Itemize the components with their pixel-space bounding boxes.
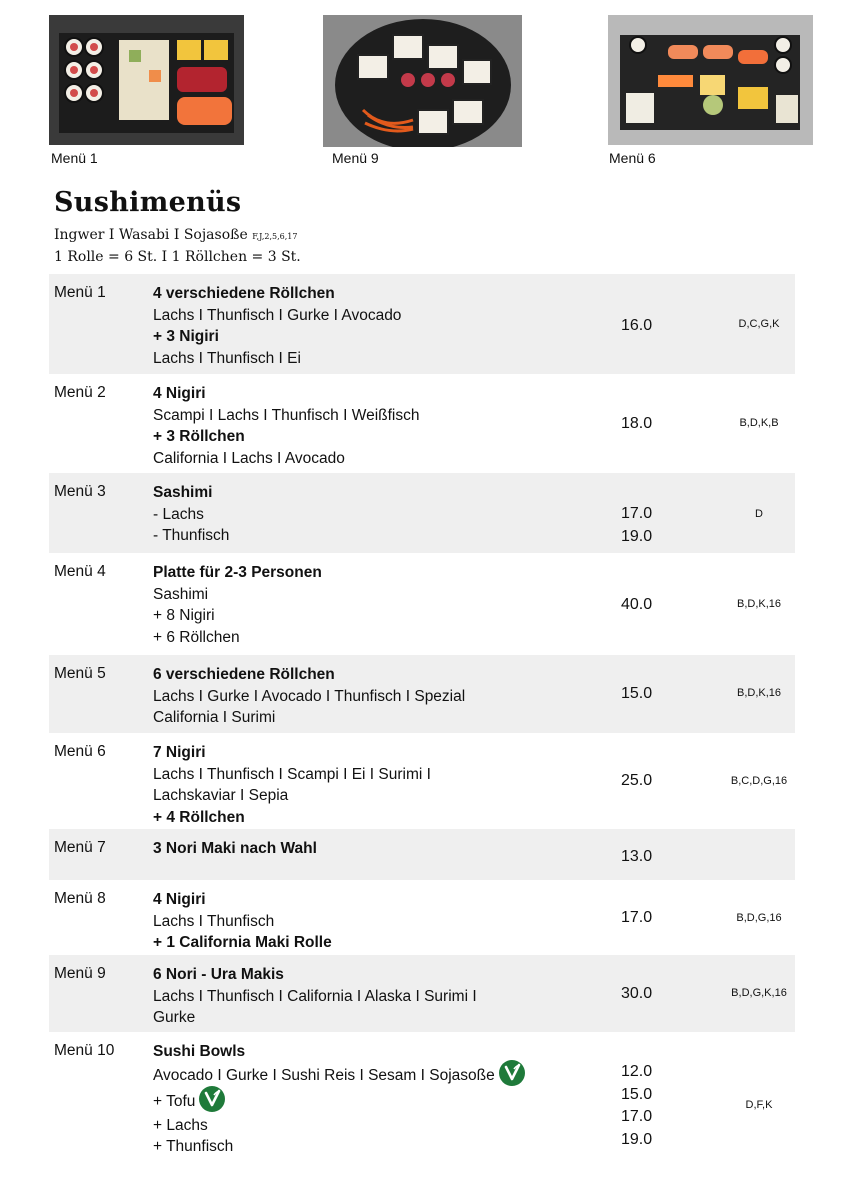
menu-row — [49, 374, 795, 473]
photo-menu-1 — [49, 15, 244, 145]
condiments-allergens: F,J,2,5,6,17 — [252, 232, 298, 241]
menu-item-heading — [153, 482, 583, 504]
menu-number: Menü 3 — [54, 483, 106, 500]
allergen-codes: D,C,G,K — [738, 318, 780, 330]
menu-item-heading — [153, 283, 583, 305]
menu-description — [153, 664, 583, 729]
menu-prices — [621, 907, 652, 930]
menu-item-line — [153, 911, 583, 933]
menu-row — [49, 274, 795, 374]
menu-row — [49, 1032, 795, 1162]
menu-description — [153, 742, 583, 828]
menu-line-text: Lachskaviar I Sepia — [153, 787, 289, 804]
sushi-photo-1 — [49, 15, 244, 145]
menu-row — [49, 829, 795, 880]
menu-item-heading — [153, 964, 583, 986]
menu-line-text: Gurke — [153, 1009, 196, 1026]
menu-item-line — [153, 686, 583, 708]
menu-number: Menü 2 — [54, 384, 106, 401]
price: 17.0 — [621, 505, 653, 522]
allergen-codes: B,D,K,16 — [736, 598, 782, 610]
photo-label-menu-1: Menü 1 — [51, 150, 98, 166]
menu-item-line — [153, 707, 583, 729]
vegan-leaf-icon — [199, 1086, 225, 1112]
allergen-codes: B,D,G,K,16 — [731, 987, 787, 999]
photo-label-menu-6: Menü 6 — [609, 150, 656, 166]
menu-item-line — [153, 1089, 583, 1115]
price: 19.0 — [621, 1130, 653, 1148]
menu-number: Menü 10 — [54, 1042, 115, 1059]
sushi-photo-6 — [608, 15, 813, 145]
menu-item-line — [153, 405, 583, 427]
menu-prices — [621, 503, 652, 548]
menu-number: Menü 7 — [54, 839, 106, 856]
menu-row — [49, 955, 795, 1032]
vegan-leaf-icon — [499, 1060, 525, 1086]
menu-line-text: Avocado I Gurke I Sushi Reis I Sesam I Sojasoße — [153, 1066, 495, 1084]
menu-line-text: 6 verschiedene Röllchen — [153, 666, 335, 683]
menu-line-text: Lachs I Thunfisch I Gurke I Avocado — [153, 306, 402, 324]
menu-line-text: California I Surimi — [153, 709, 276, 726]
price: 13.0 — [621, 848, 653, 865]
menu-item-heading — [153, 326, 583, 348]
price: 30.0 — [621, 985, 653, 1002]
menu-prices — [621, 413, 652, 436]
menu-line-text: - Thunfisch — [153, 527, 230, 544]
menu-row — [49, 655, 795, 733]
menu-line-text: 4 verschiedene Röllchen — [153, 285, 335, 302]
price: 19.0 — [621, 527, 653, 545]
condiments-text: Ingwer I Wasabi I Sojasoße — [54, 227, 248, 243]
menu-prices — [621, 315, 652, 338]
menu-description — [153, 964, 583, 1029]
menu-line-text: 4 Nigiri — [153, 385, 206, 402]
menu-line-text: Platte für 2-3 Personen — [153, 564, 322, 581]
menu-row — [49, 733, 795, 829]
allergen-codes: D,F,K — [745, 1099, 773, 1111]
menu-item-line — [153, 785, 583, 807]
menu-prices — [621, 770, 652, 793]
menu-item-line — [153, 1115, 583, 1137]
menu-prices — [621, 983, 652, 1006]
menu-item-line — [153, 764, 583, 786]
menu-item-heading — [153, 664, 583, 686]
price: 18.0 — [621, 415, 653, 432]
menu-line-text: Lachs I Thunfisch I California I Alaska I Surimi I — [153, 987, 477, 1005]
portion-info: 1 Rolle = 6 St. I 1 Röllchen = 3 St. — [54, 249, 301, 265]
menu-line-text: 4 Nigiri — [153, 891, 206, 908]
allergen-codes: D — [755, 508, 763, 520]
menu-prices — [621, 846, 652, 869]
menu-number: Menü 8 — [54, 890, 106, 907]
menu-line-text: + 8 Nigiri — [153, 607, 215, 624]
menu-item-heading — [153, 838, 583, 860]
price: 15.0 — [621, 685, 653, 702]
menu-prices — [621, 683, 652, 706]
menu-description — [153, 562, 583, 648]
menu-line-text: Scampi I Lachs I Thunfisch I Weißfisch — [153, 406, 420, 424]
menu-line-text: 3 Nori Maki nach Wahl — [153, 840, 317, 857]
menu-line-text: + 4 Röllchen — [153, 808, 245, 826]
photo-menu-6 — [608, 15, 813, 145]
menu-description — [153, 383, 583, 469]
menu-line-text: Lachs I Gurke I Avocado I Thunfisch I Spezial — [153, 687, 466, 705]
photo-menu-9 — [323, 15, 522, 147]
menu-item-heading — [153, 426, 583, 448]
menu-line-text: 7 Nigiri — [153, 744, 206, 761]
menu-line-text: + 3 Röllchen — [153, 428, 245, 445]
menu-row — [49, 880, 795, 955]
allergen-codes: B,D,G,16 — [736, 912, 782, 924]
menu-prices — [621, 594, 652, 617]
menu-item-line — [153, 525, 583, 547]
price: 15.0 — [621, 1085, 653, 1103]
menu-item-line — [153, 1136, 583, 1158]
menu-item-line — [153, 584, 583, 606]
menu-description — [153, 482, 583, 547]
price: 40.0 — [621, 596, 653, 613]
page-title: Sushimenüs — [54, 187, 242, 218]
menu-line-text: + Lachs — [153, 1116, 208, 1134]
condiments-line — [54, 227, 297, 243]
menu-item-heading — [153, 383, 583, 405]
allergen-codes: B,D,K,B — [739, 417, 779, 429]
menu-line-text: Sushi Bowls — [153, 1043, 246, 1060]
menu-item-line — [153, 627, 583, 649]
allergen-codes: B,C,D,G,16 — [730, 775, 788, 787]
menu-row — [49, 553, 795, 655]
menu-line-text: Lachs I Thunfisch I Ei — [153, 349, 301, 367]
menu-item-heading — [153, 562, 583, 584]
menu-line-text: Lachs I Thunfisch — [153, 912, 275, 930]
price: 17.0 — [621, 1108, 653, 1125]
menu-line-text: Sashimi — [153, 585, 209, 603]
menu-number: Menü 6 — [54, 743, 106, 760]
menu-line-text: Lachs I Thunfisch I Scampi I Ei I Surimi I — [153, 765, 431, 783]
menu-item-heading — [153, 807, 583, 829]
menu-item-line — [153, 348, 583, 370]
menu-item-line — [153, 305, 583, 327]
menu-description — [153, 283, 583, 369]
menu-item-line — [153, 448, 583, 470]
menu-description — [153, 1041, 583, 1158]
menu-row — [49, 473, 795, 553]
menu-line-text: California I Lachs I Avocado — [153, 449, 345, 467]
menu-line-text: + 1 California Maki Rolle — [153, 934, 332, 951]
menu-prices — [621, 1061, 652, 1151]
menu-item-line — [153, 986, 583, 1008]
menu-line-text: Sashimi — [153, 484, 213, 501]
menu-item-line — [153, 504, 583, 526]
menu-line-text: + 3 Nigiri — [153, 328, 219, 345]
menu-line-text: - Lachs — [153, 505, 204, 523]
photo-label-menu-9: Menü 9 — [332, 150, 379, 166]
menu-item-heading — [153, 889, 583, 911]
menu-line-text: + Tofu — [153, 1092, 196, 1110]
menu-number: Menü 4 — [54, 563, 106, 580]
menu-description — [153, 838, 583, 860]
menu-item-line — [153, 605, 583, 627]
price: 17.0 — [621, 909, 653, 926]
menu-number: Menü 1 — [54, 284, 106, 301]
price: 16.0 — [621, 317, 653, 334]
allergen-codes: B,D,K,16 — [736, 687, 782, 699]
menu-description — [153, 889, 583, 954]
menu-line-text: + Thunfisch — [153, 1138, 234, 1155]
price: 12.0 — [621, 1063, 653, 1080]
price: 25.0 — [621, 772, 653, 789]
sushi-photo-9 — [323, 15, 522, 147]
menu-line-text: 6 Nori - Ura Makis — [153, 966, 284, 983]
menu-number: Menü 5 — [54, 665, 106, 682]
menu-item-line — [153, 1007, 583, 1029]
menu-item-heading — [153, 742, 583, 764]
menu-item-heading — [153, 932, 583, 954]
menu-line-text: + 6 Röllchen — [153, 628, 240, 646]
menu-number: Menü 9 — [54, 965, 106, 982]
